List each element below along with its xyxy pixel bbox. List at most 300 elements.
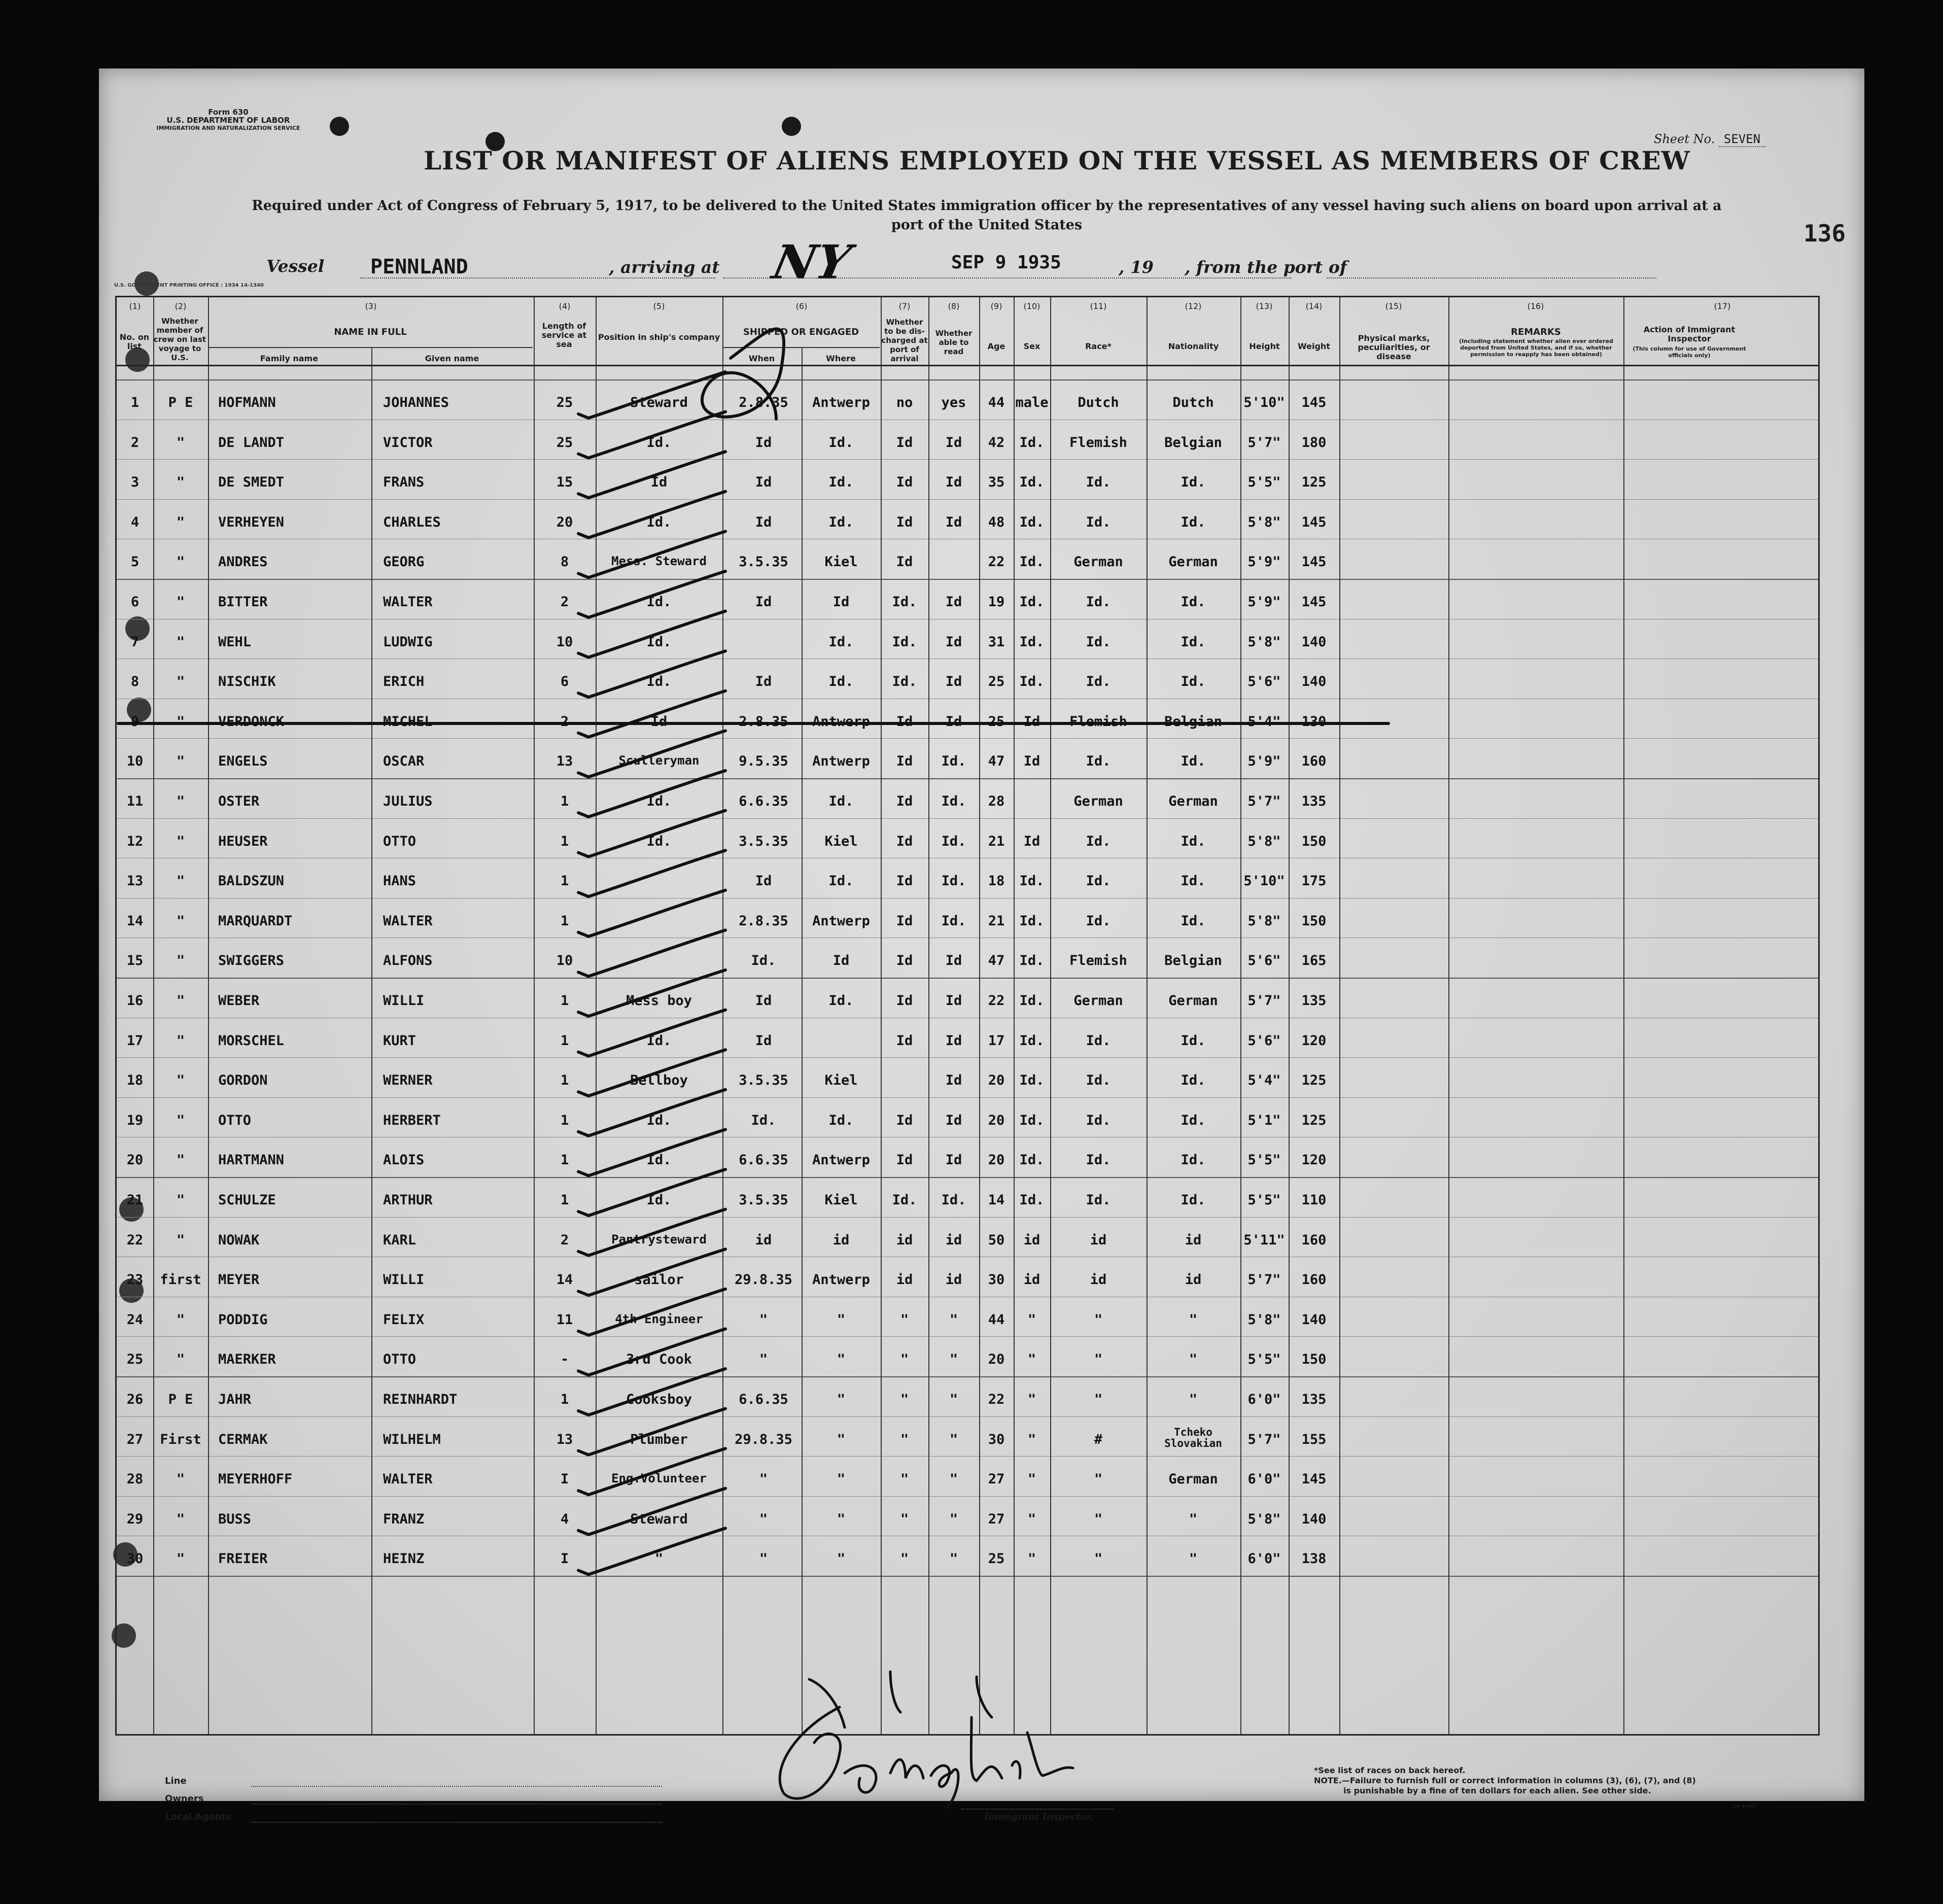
able-to-read: "	[949, 1392, 958, 1407]
service-length: 10	[556, 634, 573, 650]
race: German	[1073, 554, 1123, 570]
shipped-when: Id	[755, 514, 772, 530]
height: 5'11"	[1243, 1232, 1285, 1248]
age: 25	[988, 1551, 1005, 1567]
crew-last-voyage: "	[176, 913, 185, 929]
footer-agents-label: Local Agents	[165, 1812, 231, 1822]
shipped-when: 2.8.35	[739, 395, 788, 410]
nationality: Belgian	[1164, 434, 1222, 451]
row-number: 27	[126, 1431, 144, 1447]
given-name: VICTOR	[383, 434, 433, 451]
weight: 145	[1301, 594, 1327, 610]
header-crew-last-voyage: Whether member of crew on last voyage to U.S.	[153, 317, 206, 362]
height: 5'5"	[1247, 1352, 1281, 1368]
discharged-flag: Id	[896, 474, 913, 491]
family-name: VERHEYEN	[218, 514, 285, 530]
discharged-flag: "	[900, 1511, 909, 1527]
sex: Id.	[1019, 474, 1045, 491]
header-service-length: Length of service at sea	[541, 321, 587, 349]
nationality: "	[1189, 1311, 1198, 1328]
given-name: JOHANNES	[383, 395, 449, 410]
arriving-underline	[723, 278, 1291, 279]
given-name: KURT	[383, 1032, 417, 1049]
race: Id.	[1086, 873, 1111, 889]
footer-owners-label: Owners	[165, 1793, 204, 1804]
able-to-read: Id	[945, 634, 962, 650]
shipped-where: Id.	[828, 674, 854, 690]
discharged-flag: "	[900, 1352, 909, 1368]
family-name: BUSS	[218, 1511, 252, 1527]
service-length: 6	[560, 674, 569, 690]
weight: 145	[1301, 1471, 1327, 1487]
able-to-read: yes	[941, 395, 966, 410]
subtitle-line-2: port of the United States	[891, 217, 1083, 233]
able-to-read: Id	[945, 434, 962, 451]
height: 5'8"	[1247, 1311, 1281, 1328]
sex: Id.	[1019, 953, 1045, 969]
given-name: CHARLES	[383, 514, 441, 530]
family-name: JAHR	[218, 1392, 252, 1407]
weight: 138	[1301, 1551, 1327, 1567]
race: German	[1073, 993, 1123, 1009]
crew-last-voyage: "	[176, 1511, 185, 1527]
weight: 110	[1301, 1192, 1327, 1208]
able-to-read: Id	[945, 1072, 962, 1089]
shipped-where: Antwerp	[812, 1272, 870, 1288]
position: Steward	[630, 1511, 688, 1527]
given-name: HANS	[383, 873, 417, 889]
weight: 135	[1301, 1392, 1327, 1407]
row-number: 16	[126, 993, 144, 1009]
header-able-to-read: Whether able to read	[935, 329, 973, 356]
weight: 140	[1301, 1511, 1327, 1527]
nationality: Id.	[1181, 474, 1206, 491]
race: Id.	[1086, 913, 1111, 929]
age: 20	[988, 1112, 1005, 1128]
nationality: Id.	[1181, 833, 1206, 849]
race: id	[1090, 1232, 1107, 1248]
able-to-read: Id	[945, 594, 962, 610]
crew-last-voyage: "	[176, 1551, 185, 1567]
shipped-when: "	[759, 1471, 768, 1487]
service-length: 2	[560, 1232, 569, 1248]
crew-last-voyage: "	[176, 1112, 185, 1128]
crew-last-voyage: "	[176, 634, 185, 650]
given-name: HERBERT	[383, 1112, 441, 1128]
shipped-where: "	[837, 1471, 846, 1487]
discharged-flag: Id.	[892, 594, 917, 610]
discharged-flag: Id	[896, 554, 913, 570]
crew-last-voyage: "	[176, 993, 185, 1009]
shipped-when: 3.5.35	[739, 833, 788, 849]
shipped-where: Id.	[828, 514, 854, 530]
service-length: 2	[560, 594, 569, 610]
row-number: 21	[126, 1192, 144, 1208]
position: Pantrysteward	[611, 1232, 707, 1247]
discharged-flag: Id	[896, 793, 913, 809]
shipped-where: "	[837, 1511, 846, 1527]
service-length: 15	[556, 474, 573, 491]
discharged-flag: Id.	[892, 674, 917, 690]
row-number: 10	[126, 753, 144, 770]
nationality: Id.	[1181, 594, 1206, 610]
able-to-read: Id.	[941, 833, 966, 849]
service-length: I	[560, 1471, 569, 1487]
sex: Id.	[1019, 674, 1045, 690]
given-name: LUDWIG	[383, 634, 433, 650]
age: 27	[988, 1511, 1005, 1527]
sex: Id	[1023, 833, 1040, 849]
discharged-flag: id	[896, 1272, 913, 1288]
position: Eng.Volunteer	[611, 1471, 707, 1486]
sex: Id.	[1019, 1032, 1045, 1049]
weight: 140	[1301, 634, 1327, 650]
discharged-flag: "	[900, 1471, 909, 1487]
row-number: 2	[130, 434, 140, 451]
able-to-read: Id	[945, 474, 962, 491]
footer-owners-field	[251, 1804, 662, 1805]
able-to-read: Id	[945, 514, 962, 530]
header-weight: Weight	[1298, 341, 1330, 351]
column-number: (12)	[1185, 301, 1202, 311]
service-length: 25	[556, 434, 573, 451]
sex: "	[1027, 1471, 1036, 1487]
family-name: SWIGGERS	[218, 953, 285, 969]
race: "	[1094, 1392, 1103, 1407]
height: 5'10"	[1243, 873, 1285, 889]
penalty-note-2: is punishable by a fine of ten dollars for each alien. See other side.	[1343, 1786, 1651, 1795]
position: Id.	[646, 793, 672, 809]
from-port-label: , from the port of	[1185, 257, 1347, 277]
service-length: 20	[556, 514, 573, 530]
sex: Id.	[1019, 554, 1045, 570]
page-subtitle	[175, 196, 1798, 235]
footer-agents-field	[251, 1822, 662, 1823]
form-code: 14-1340	[1732, 1804, 1756, 1809]
sex: Id.	[1019, 1192, 1045, 1208]
shipped-when: 29.8.35	[735, 1431, 792, 1447]
crew-last-voyage: "	[176, 1232, 185, 1248]
height: 5'7"	[1247, 1431, 1281, 1447]
punch-hole	[330, 117, 349, 136]
able-to-read: Id.	[941, 1192, 966, 1208]
age: 21	[988, 833, 1005, 849]
crew-last-voyage: first	[160, 1272, 201, 1288]
age: 22	[988, 1392, 1005, 1407]
service-length: 14	[556, 1272, 573, 1288]
given-name: ERICH	[383, 674, 425, 690]
service-length: 8	[560, 554, 569, 570]
shipped-when: "	[759, 1352, 768, 1368]
column-number: (3)	[365, 301, 377, 311]
age: 22	[988, 993, 1005, 1009]
nationality: Id.	[1181, 1072, 1206, 1089]
discharged-flag: "	[900, 1551, 909, 1567]
header-inspector-action: Action of Immigrant Inspector	[1643, 325, 1736, 343]
family-name: PODDIG	[218, 1311, 268, 1328]
column-number: (7)	[898, 301, 911, 311]
race: Id.	[1086, 1152, 1111, 1168]
header-where: Where	[826, 354, 856, 363]
department-name: U.S. DEPARTMENT OF LABOR	[166, 116, 290, 125]
shipped-when: Id	[755, 993, 772, 1009]
discharged-flag: "	[900, 1431, 909, 1447]
able-to-read: Id	[945, 1032, 962, 1049]
shipped-when: Id	[755, 474, 772, 491]
service-length: I	[560, 1551, 569, 1567]
weight: 135	[1301, 793, 1327, 809]
weight: 160	[1301, 1232, 1327, 1248]
row-number: 8	[130, 674, 140, 690]
race: Id.	[1086, 753, 1111, 770]
shipped-when: 2.8.35	[739, 913, 788, 929]
discharged-flag: id	[896, 1232, 913, 1248]
position: Bellboy	[630, 1072, 688, 1089]
column-number: (11)	[1090, 301, 1107, 311]
discharged-flag: Id.	[892, 634, 917, 650]
height: 6'0"	[1247, 1392, 1281, 1407]
height: 5'7"	[1247, 434, 1281, 451]
page-number: 136	[1803, 220, 1846, 247]
given-name: REINHARDT	[383, 1392, 458, 1407]
arrival-date-stamp: SEP 9 1935	[951, 252, 1061, 273]
race: Id.	[1086, 1112, 1111, 1128]
weight: 125	[1301, 1112, 1327, 1128]
header-race: Race*	[1085, 341, 1112, 351]
position: Id.	[646, 674, 672, 690]
nationality: Id.	[1181, 913, 1206, 929]
arriving-label: , arriving at	[609, 257, 720, 277]
shipped-where: Antwerp	[812, 1152, 870, 1168]
position: Id	[650, 474, 668, 491]
position: Cooksboy	[626, 1392, 692, 1407]
row-number: 20	[126, 1152, 144, 1168]
race: Id.	[1086, 674, 1111, 690]
row-number: 3	[130, 474, 140, 491]
shipped-where: Id.	[828, 993, 854, 1009]
family-name: BALDSZUN	[218, 873, 285, 889]
age: 17	[988, 1032, 1005, 1049]
given-name: WILHELM	[383, 1431, 441, 1447]
crew-last-voyage: "	[176, 793, 185, 809]
sheet-number	[1654, 132, 1765, 146]
family-name: MEYERHOFF	[218, 1471, 293, 1487]
shipped-where: Kiel	[824, 554, 858, 570]
service-length: 4	[560, 1511, 569, 1527]
given-name: WILLI	[383, 1272, 425, 1288]
service-length: 1	[560, 913, 569, 929]
given-name: OTTO	[383, 1352, 417, 1368]
given-name: GEORG	[383, 554, 425, 570]
given-name: WILLI	[383, 993, 425, 1009]
age: 44	[988, 1311, 1005, 1328]
header-remarks-note: (Including statement whether alien ever ordered deported from United States, and if so, whether permission to reapply has been obtained)	[1459, 338, 1613, 358]
height: 5'8"	[1247, 634, 1281, 650]
height: 5'7"	[1247, 793, 1281, 809]
position: Id.	[646, 1192, 672, 1208]
nationality: id	[1185, 1232, 1202, 1248]
weight: 150	[1301, 833, 1327, 849]
footer-line-label: Line	[165, 1776, 187, 1786]
shipped-where: Id.	[828, 1112, 854, 1128]
shipped-when: 6.6.35	[739, 1392, 788, 1407]
row-number: 23	[126, 1272, 144, 1288]
sex: "	[1027, 1352, 1036, 1368]
family-name: MORSCHEL	[218, 1032, 285, 1049]
discharged-flag: "	[900, 1311, 909, 1328]
header-discharged: Whether to be dis-charged at port of arrival	[881, 318, 928, 363]
crew-last-voyage: "	[176, 594, 185, 610]
able-to-read: "	[949, 1352, 958, 1368]
given-name: ALFONS	[383, 953, 433, 969]
shipped-where: Kiel	[824, 1072, 858, 1089]
shipped-where: "	[837, 1392, 846, 1407]
shipped-where: Id.	[828, 873, 854, 889]
family-name: OSTER	[218, 793, 260, 809]
row-number: 24	[126, 1311, 144, 1328]
discharged-flag: Id	[896, 1152, 913, 1168]
family-name: CERMAK	[218, 1431, 268, 1447]
shipped-where: "	[837, 1551, 846, 1567]
able-to-read: Id	[945, 993, 962, 1009]
height: 5'8"	[1247, 514, 1281, 530]
sex: id	[1023, 1272, 1040, 1288]
given-name: KARL	[383, 1232, 417, 1248]
sex: Id.	[1019, 873, 1045, 889]
row-number: 7	[130, 634, 140, 650]
shipped-where: Id	[832, 594, 850, 610]
row-number: 28	[126, 1471, 144, 1487]
shipped-where: Kiel	[824, 1192, 858, 1208]
shipped-when: 3.5.35	[739, 1072, 788, 1089]
column-number: (14)	[1305, 301, 1323, 311]
service-length: 25	[556, 395, 573, 410]
race: "	[1094, 1511, 1103, 1527]
nationality: id	[1185, 1272, 1202, 1288]
service-length: 10	[556, 953, 573, 969]
discharged-flag: Id	[896, 913, 913, 929]
shipped-where: Id.	[828, 474, 854, 491]
discharged-flag: "	[900, 1392, 909, 1407]
able-to-read: Id.	[941, 753, 966, 770]
inspector-signature	[738, 1656, 1164, 1824]
discharged-flag: Id	[896, 1112, 913, 1128]
crew-last-voyage: "	[176, 833, 185, 849]
family-name: MEYER	[218, 1272, 260, 1288]
age: 20	[988, 1152, 1005, 1168]
header-when: When	[748, 354, 775, 363]
able-to-read: "	[949, 1311, 958, 1328]
shipped-when: Id.	[751, 953, 776, 969]
shipped-when: id	[755, 1232, 772, 1248]
position: Plumber	[630, 1431, 688, 1447]
race: "	[1094, 1471, 1103, 1487]
crew-table	[115, 296, 1820, 1736]
able-to-read: id	[945, 1272, 962, 1288]
header-age: Age	[987, 341, 1005, 351]
header-family-name: Family name	[260, 354, 319, 363]
nationality: Id.	[1181, 1112, 1206, 1128]
header-sex: Sex	[1023, 341, 1040, 351]
discharged-flag: Id	[896, 1032, 913, 1049]
able-to-read: Id	[945, 1112, 962, 1128]
crew-last-voyage: P E	[168, 395, 193, 410]
column-number: (17)	[1714, 301, 1731, 311]
family-name: DE LANDT	[218, 434, 285, 451]
weight: 125	[1301, 474, 1327, 491]
weight: 140	[1301, 674, 1327, 690]
shipped-where: Antwerp	[812, 395, 870, 410]
crew-last-voyage: "	[176, 1032, 185, 1049]
discharged-flag: Id	[896, 873, 913, 889]
age: 19	[988, 594, 1005, 610]
shipped-when: Id	[755, 1032, 772, 1049]
inspector-signature-line	[961, 1809, 1114, 1810]
shipped-where: Id	[832, 953, 850, 969]
weight: 145	[1301, 514, 1327, 530]
row-number: 1	[130, 395, 140, 410]
service-length: 1	[560, 873, 569, 889]
given-name: ARTHUR	[383, 1192, 433, 1208]
column-number: (6)	[795, 301, 808, 311]
weight: 160	[1301, 1272, 1327, 1288]
age: 21	[988, 913, 1005, 929]
height: 5'5"	[1247, 1192, 1281, 1208]
shipped-where: Id.	[828, 634, 854, 650]
weight: 120	[1301, 1032, 1327, 1049]
crew-last-voyage: "	[176, 674, 185, 690]
age: 28	[988, 793, 1005, 809]
nationality: German	[1168, 993, 1218, 1009]
race: Id.	[1086, 1072, 1111, 1089]
crew-last-voyage: "	[176, 753, 185, 770]
manifest-sheet	[99, 68, 1864, 1822]
nationality: Id.	[1181, 514, 1206, 530]
header-height: Height	[1249, 341, 1280, 351]
column-number: (2)	[175, 301, 187, 311]
service-length: 13	[556, 1431, 573, 1447]
weight: 155	[1301, 1431, 1327, 1447]
row-number: 26	[126, 1392, 144, 1407]
shipped-when: Id.	[751, 1112, 776, 1128]
nationality: German	[1168, 1471, 1218, 1487]
footer-notes	[1314, 1765, 1801, 1796]
shipped-when: Id	[755, 434, 772, 451]
header-shipped-engaged: SHIPPED OR ENGAGED	[743, 327, 859, 337]
able-to-read: Id.	[941, 793, 966, 809]
sex: "	[1027, 1392, 1036, 1407]
row-number: 22	[126, 1232, 144, 1248]
row-number: 25	[126, 1352, 144, 1368]
sheet-value: SEVEN	[1719, 132, 1765, 147]
height: 5'7"	[1247, 1272, 1281, 1288]
shipped-where: Id.	[828, 434, 854, 451]
shipped-when: "	[759, 1551, 768, 1567]
family-name: HOFMANN	[218, 395, 276, 410]
position: Id.	[646, 833, 672, 849]
sex: Id.	[1019, 1152, 1045, 1168]
family-name: OTTO	[218, 1112, 252, 1128]
able-to-read: "	[949, 1511, 958, 1527]
nationality: Id.	[1181, 753, 1206, 770]
race: Id.	[1086, 833, 1111, 849]
sex: Id.	[1019, 993, 1045, 1009]
shipped-when: 6.6.35	[739, 793, 788, 809]
able-to-read: id	[945, 1232, 962, 1248]
family-name: NISCHIK	[218, 674, 276, 690]
family-name: ENGELS	[218, 753, 268, 770]
row-number: 4	[130, 514, 140, 530]
